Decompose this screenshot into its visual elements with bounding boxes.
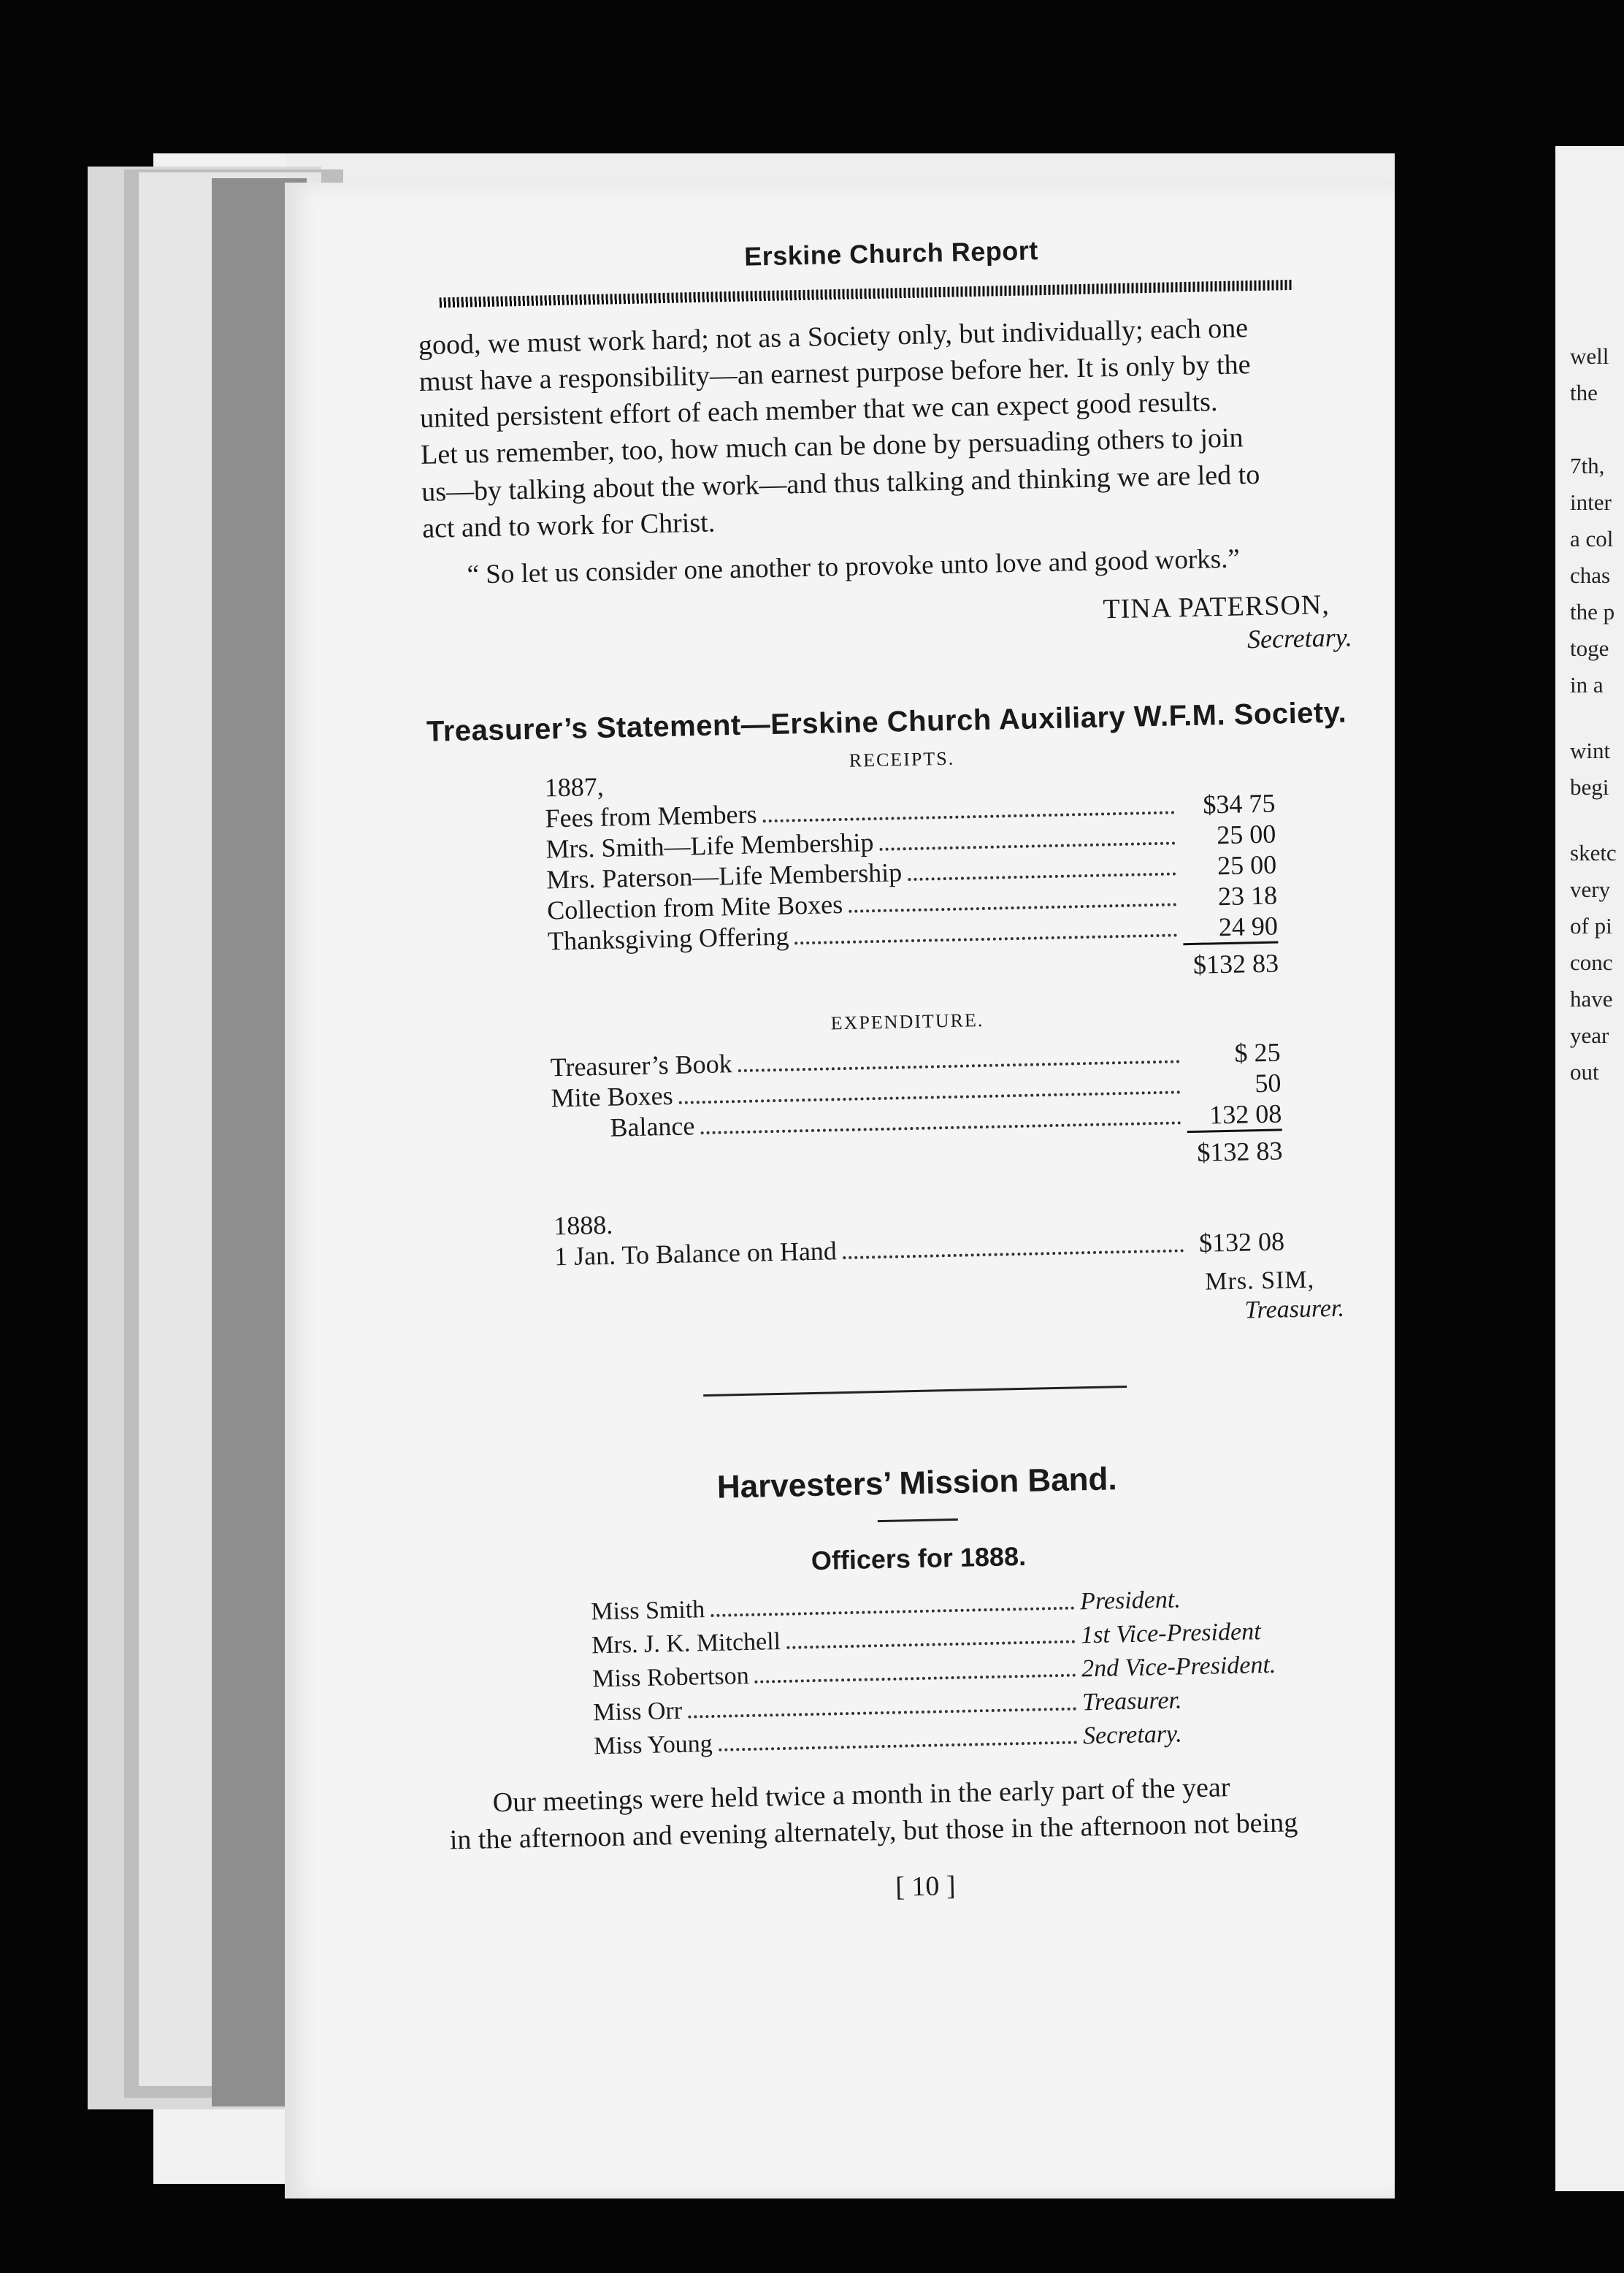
receipts-year: 1887, — [544, 771, 605, 803]
leader-dots — [710, 1606, 1074, 1616]
ledger-amount: 50 — [1254, 1068, 1282, 1099]
officer-role: President. — [1079, 1586, 1181, 1616]
ledger-amount: $34 75 — [1202, 788, 1276, 820]
facing-page-fragment: the — [1570, 380, 1598, 405]
facing-page-fragment: of pi — [1570, 913, 1612, 939]
leader-dots — [763, 811, 1175, 822]
facing-page-fragment: year — [1570, 1023, 1609, 1048]
receipts-table — [545, 787, 1279, 993]
closing-line: in the afternoon and evening alternately, but those in the afternoon not being — [449, 1807, 1298, 1856]
page-content — [416, 221, 1401, 1913]
band-title: Harvesters’ Mission Band. — [716, 1461, 1118, 1505]
body-line: us—by talking about the work—and thus talking and thinking we are led to — [421, 459, 1260, 508]
ledger-label: Collection from Mite Boxes — [546, 889, 843, 925]
body-paragraph — [418, 307, 1371, 547]
ledger-amount: 25 00 — [1216, 819, 1276, 850]
treasurer-name: Mrs. SIM, — [1204, 1266, 1315, 1296]
secretary-role: Secretary. — [1246, 622, 1353, 654]
leader-dots — [755, 1673, 1076, 1683]
page-number: [ 10 ] — [895, 1871, 956, 1903]
statement-title: Treasurer’s Statement—Erskine Church Auxiliary W.F.M. Society. — [426, 696, 1347, 748]
facing-page-fragment: very — [1570, 876, 1611, 902]
ledger-label: Mrs. Paterson—Life Membership — [545, 857, 903, 895]
document-page — [285, 183, 1395, 2198]
officer-name: Miss Smith — [590, 1596, 705, 1626]
body-line: Let us remember, too, how much can be done by persuading others to join — [420, 422, 1244, 471]
ornamental-rule — [440, 280, 1294, 307]
leader-dots — [719, 1741, 1077, 1751]
balance-year: 1888. — [553, 1210, 613, 1241]
closing-line: Our meetings were held twice a month in the early part of the year — [492, 1772, 1230, 1819]
facing-page-fragment: out — [1570, 1059, 1599, 1085]
ledger-amount: 25 00 — [1217, 849, 1277, 881]
officer-name: Miss Young — [593, 1730, 713, 1760]
receipts-heading: RECEIPTS. — [849, 747, 955, 771]
facing-page-fragment: the p — [1570, 599, 1615, 624]
running-head: Erskine Church Report — [743, 235, 1039, 272]
leader-dots — [908, 872, 1176, 881]
ledger-amount: 23 18 — [1217, 880, 1278, 912]
leader-dots — [786, 1640, 1075, 1649]
ledger-label: Balance — [610, 1111, 695, 1142]
ledger-amount: 132 08 — [1209, 1099, 1282, 1130]
facing-page-fragment: have — [1570, 986, 1613, 1012]
facing-page-fragment: wint — [1570, 738, 1611, 763]
leader-dots — [688, 1707, 1076, 1718]
facing-page-fragment: well — [1570, 343, 1609, 369]
facing-page-fragment: 7th, — [1570, 453, 1605, 478]
facing-page-fragment: a col — [1570, 526, 1614, 551]
ledger-amount: $132 08 — [1198, 1226, 1285, 1258]
leader-dots — [849, 903, 1176, 912]
officer-role: Secretary. — [1082, 1720, 1183, 1750]
body-line: united persistent effort of each member that we can expect good results. — [419, 386, 1218, 435]
facing-page-fragment: sketc — [1570, 840, 1617, 866]
facing-page-fragment: inter — [1570, 489, 1612, 515]
facing-page-fragment: begi — [1570, 774, 1609, 800]
expenditure-table — [550, 1036, 1282, 1181]
secretary-name: TINA PATERSON, — [1103, 589, 1330, 625]
facing-page-fragment: in a — [1570, 672, 1604, 698]
officers-list — [591, 1583, 1325, 1766]
ledger-amount: 24 90 — [1218, 911, 1279, 942]
officer-name: Miss Orr — [592, 1697, 683, 1727]
officer-role: 1st Vice-President — [1080, 1618, 1261, 1649]
body-line: good, we must work hard; not as a Society only, but individually; each one — [418, 313, 1249, 361]
treasurer-role: Treasurer. — [1244, 1294, 1345, 1324]
facing-page-fragment: chas — [1570, 562, 1611, 588]
ledger-label: Treasurer’s Book — [550, 1049, 733, 1082]
body-line: must have a responsibility—an earnest purpose before her. It is only by the — [418, 349, 1251, 398]
section-divider — [703, 1386, 1127, 1397]
officer-role: Treasurer. — [1081, 1686, 1182, 1716]
total-amount: $132 83 — [1183, 941, 1279, 980]
total-amount: $132 83 — [1187, 1128, 1283, 1168]
short-rule — [878, 1518, 958, 1522]
ledger-label: Fees from Members — [545, 799, 757, 833]
leader-dots — [880, 841, 1176, 850]
ledger-label: Thanksgiving Offering — [547, 921, 789, 956]
expenditure-heading: EXPENDITURE. — [830, 1009, 984, 1034]
ledger-label: Mrs. Smith—Life Membership — [545, 828, 874, 864]
scripture-quote: “ So let us consider one another to provoke unto love and good works.” — [467, 543, 1241, 590]
officer-name: Miss Robertson — [591, 1662, 750, 1693]
ledger-amount: $ 25 — [1234, 1037, 1281, 1068]
facing-page-fragment: conc — [1570, 950, 1613, 975]
body-line: act and to work for Christ. — [421, 507, 716, 544]
ledger-label: Mite Boxes — [551, 1080, 673, 1113]
officer-name: Mrs. J. K. Mitchell — [591, 1627, 781, 1659]
ledger-label: 1 Jan. To Balance on Hand — [554, 1236, 838, 1272]
leader-dots — [794, 933, 1177, 944]
facing-page-fragment: toge — [1570, 635, 1609, 661]
officer-role: 2nd Vice-President. — [1081, 1651, 1276, 1683]
leader-dots — [843, 1249, 1184, 1259]
officers-title: Officers for 1888. — [811, 1540, 1027, 1576]
